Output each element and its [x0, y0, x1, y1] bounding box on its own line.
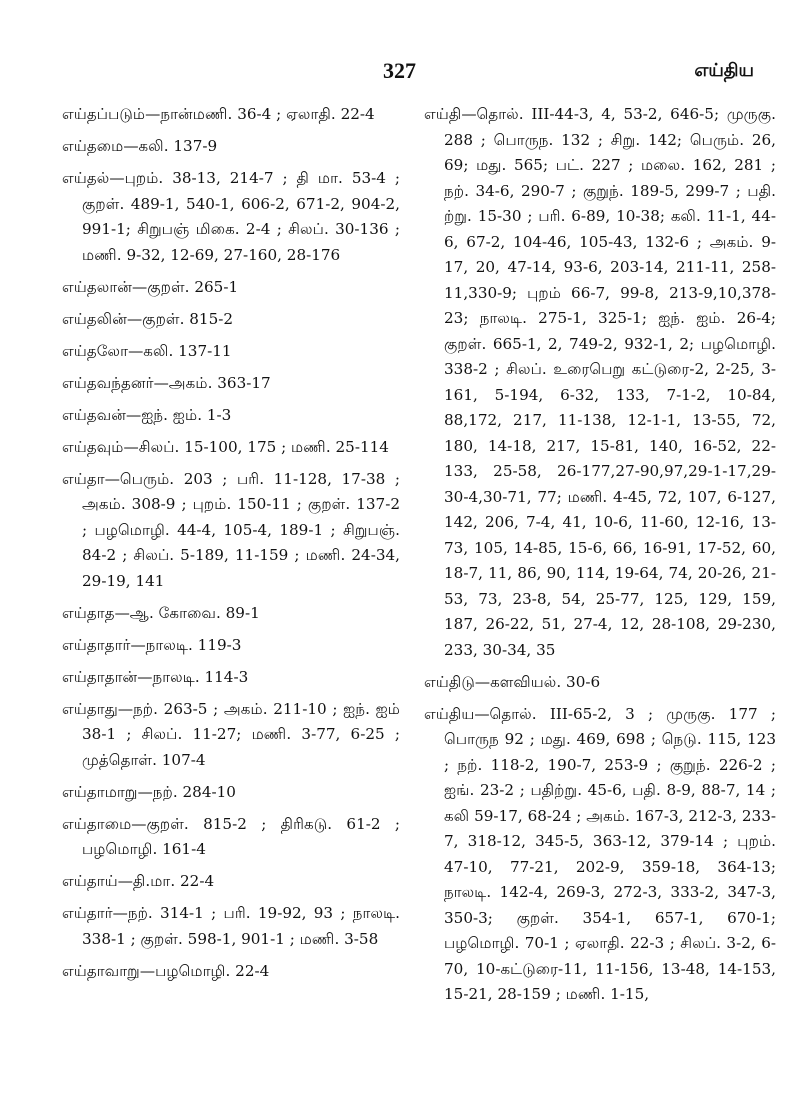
- entry-references: நான்மணி. 36-4 ; ஏலாதி. 22-4: [160, 105, 375, 123]
- entry-references: புறம். 38-13, 214-7 ; தி மா. 53-4 ; குறள். 489-1, 540-1, 606-2, 671-2, 904-2, 991-1; சிறுபஞ் மிகை. 2-4 ; சிலப். 30-136 ; மணி. 9-32, 12-69, 27-160, 28-176: [82, 169, 400, 264]
- entry-dash: —: [461, 105, 477, 123]
- entry-dash: —: [474, 704, 490, 723]
- index-entry: [62, 435, 400, 461]
- entry-headword: எய்தாமாறு: [62, 782, 138, 801]
- entry-references: நாலடி. 119-3: [145, 635, 242, 654]
- entry-dash: —: [145, 105, 161, 123]
- running-head: எய்திய: [694, 60, 754, 81]
- entry-references: நற். 314-1 ; பரி. 19-92, 93 ; நாலடி. 338-1 ; குறள். 598-1, 901-1 ; மணி. 3-58: [82, 904, 400, 948]
- entry-headword: எய்திடு: [424, 672, 475, 691]
- index-entry: [62, 403, 400, 429]
- index-entry: [62, 665, 400, 691]
- entry-dash: —: [137, 782, 153, 801]
- entry-dash: —: [474, 672, 491, 691]
- entry-dash: —: [126, 405, 142, 424]
- entry-references: கலி. 137-9: [138, 137, 218, 155]
- index-entry: [62, 307, 400, 333]
- entry-dash: —: [104, 469, 120, 488]
- entry-references: நற். 263-5 ; அகம். 211-10 ; ஐந். ஐம் 38-1 ; சிலப். 11-27; மணி. 3-77, 6-25 ; முத்தொள். 107-4: [82, 699, 400, 769]
- index-entry: [62, 959, 400, 985]
- entry-dash: —: [130, 635, 146, 654]
- entry-dash: —: [109, 169, 125, 187]
- entry-dash: —: [114, 603, 130, 622]
- index-entry: [424, 102, 776, 663]
- entry-headword: எய்தவும்: [62, 437, 124, 456]
- entry-references: நாலடி. 114-3: [152, 667, 249, 686]
- index-entry: [62, 467, 400, 595]
- entry-references: தொல். III-44-3, 4, 53-2, 646-5; முருகு. 288 ; பொருந. 132 ; சிறு. 142; பெரும். 26, 69; மது. 565; பட். 227 ; மலை. 162, 281 ; நற். 34-6, 290-7 ; குறுந். 189-5, 299-7 ; பதி. ற்று. 15-30 ; பரி. 6-89, 10-38; கலி. 11-1, 44-6, 67-2, 104-46, 105-43, 132-6 ; அகம். 9-17, 20, 47-14, 93-6, 203-14, 211-11, 258-11,330-9; புறம் 66-7, 99-8, 213-9,10,378-23; நாலடி. 275-1, 325-1; ஐந். ஐம். 26-4; குறள். 665-1, 2, 749-2, 932-1, 2; பழமொழி. 338-2 ; சிலப். உரைபெறு கட்டுரை-2, 2-25, 3-161, 5-194, 6-32, 133, 7-1-2, 10-84, 88,172, 217, 11-138, 12-1-1, 13-55, 72, 180, 14-18, 217, 15-81, 140, 16-52, 22-133, 25-58, 26-177,27-90,97,29-1-17,29-30-4,30-71, 77; மணி. 4-45, 72, 107, 6-127, 142, 206, 7-4, 41, 10-6, 11-60, 12-16, 13-73, 105, 14-85, 15-6, 66, 16-91, 17-52, 60, 18-7, 11, 86, 90, 114, 19-64, 74, 20-26, 21-53, 73, 23-8, 54, 25-77, 125, 129, 159, 187, 26-22, 51, 27-4, 12, 28-108, 29-230, 233, 30-34, 35: [444, 105, 776, 659]
- entry-headword: எய்தாத: [62, 603, 115, 622]
- entry-references: கலி. 137-11: [143, 341, 232, 360]
- page-number: 327: [383, 58, 416, 83]
- entry-headword: எய்தலின்: [62, 309, 127, 328]
- index-entry: [62, 697, 400, 774]
- index-entry: [62, 869, 400, 895]
- entry-references: ஐந். ஐம். 1-3: [141, 405, 232, 424]
- entry-references: சிலப். 15-100, 175 ; மணி. 25-114: [138, 437, 389, 456]
- entry-headword: எய்தாமை: [62, 814, 132, 833]
- entry-references: களவியல். 30-6: [490, 672, 601, 691]
- index-entry: [424, 670, 776, 696]
- entry-headword: எய்தி: [424, 105, 462, 123]
- entry-headword: எய்தார்: [62, 904, 113, 922]
- entry-references: ஆ. கோவை. 89-1: [129, 603, 260, 622]
- right-column: [424, 102, 776, 1014]
- index-entry: [62, 901, 400, 952]
- entry-dash: —: [153, 373, 169, 392]
- entry-dash: —: [139, 961, 156, 980]
- entry-headword: எய்தவன்: [62, 405, 127, 424]
- entry-headword: எய்தவந்தனர்: [62, 373, 154, 392]
- entry-dash: —: [131, 814, 147, 833]
- entry-references: குறள். 815-2 ; திரிகடு. 61-2 ; பழமொழி. 161-4: [82, 814, 400, 858]
- index-entry: [62, 339, 400, 365]
- index-entry: [424, 702, 776, 1008]
- entry-headword: எய்தப்படும்: [62, 105, 146, 123]
- entry-references: தொல். III-65-2, 3 ; முருகு. 177 ; பொருந 92 ; மது. 469, 698 ; நெடு. 115, 123 ; நற். 118-2, 190-7, 253-9 ; குறுந். 226-2 ; ஐங். 23-2 ; பதிற்று. 45-6, பதி. 8-9, 88-7, 14 ; கலி 59-17, 68-24 ; அகம். 167-3, 212-3, 233-7, 318-12, 345-5, 363-12, 379-14 ; புறம். 47-10, 77-21, 202-9, 359-18, 364-13; நாலடி. 142-4, 269-3, 272-3, 333-2, 347-3, 350-3; குறள். 354-1, 657-1, 670-1; பழமொழி. 70-1 ; ஏலாதி. 22-3 ; சிலப். 3-2, 6-70, 10-கட்டுரை-11, 11-156, 13-48, 14-153, 15-21, 28-159 ; மணி. 1-15,: [444, 704, 776, 1003]
- entry-references: குறள். 265-1: [147, 277, 239, 296]
- entry-dash: —: [117, 872, 133, 890]
- entry-references: நற். 284-10: [152, 782, 236, 801]
- entry-dash: —: [128, 341, 144, 360]
- entry-headword: எய்தலோ: [62, 341, 129, 360]
- index-entry: [62, 780, 400, 806]
- entry-headword: எய்தாதான்: [62, 667, 138, 686]
- entry-references: தி.மா. 22-4: [132, 872, 215, 890]
- index-entry: [62, 601, 400, 627]
- entry-references: அகம். 363-17: [168, 373, 271, 392]
- entry-references: குறள். 815-2: [142, 309, 234, 328]
- entry-dash: —: [137, 667, 153, 686]
- left-column: [62, 102, 400, 991]
- entry-headword: எய்தமை: [62, 137, 124, 155]
- entry-headword: எய்தாதார்: [62, 635, 131, 654]
- entry-dash: —: [123, 137, 139, 155]
- index-entry: [62, 275, 400, 301]
- entry-headword: எய்தல்: [62, 169, 110, 187]
- entry-dash: —: [117, 699, 134, 718]
- entry-dash: —: [126, 309, 143, 328]
- index-entry: [62, 812, 400, 863]
- entry-headword: எய்தலான்: [62, 277, 133, 296]
- entry-dash: —: [132, 277, 148, 296]
- entry-headword: எய்தா: [62, 469, 105, 488]
- index-entry: [62, 633, 400, 659]
- index-entry: [62, 166, 400, 268]
- entry-headword: எய்தாய்: [62, 872, 118, 890]
- entry-headword: எய்தாவாறு: [62, 961, 140, 980]
- entry-dash: —: [123, 437, 139, 456]
- index-entry: [62, 134, 400, 160]
- entry-references: பழமொழி. 22-4: [155, 961, 270, 980]
- index-entry: [62, 371, 400, 397]
- index-entry: [62, 102, 400, 128]
- entry-headword: எய்திய: [424, 704, 475, 723]
- entry-dash: —: [112, 904, 128, 922]
- entry-headword: எய்தாது: [62, 699, 118, 718]
- entry-references: பெரும். 203 ; பரி. 11-128, 17-38 ; அகம். 308-9 ; புறம். 150-11 ; குறள். 137-2 ; பழமொழி. 44-4, 105-4, 189-1 ; சிறுபஞ். 84-2 ; சிலப். 5-189, 11-159 ; மணி. 24-34, 29-19, 141: [82, 469, 400, 590]
